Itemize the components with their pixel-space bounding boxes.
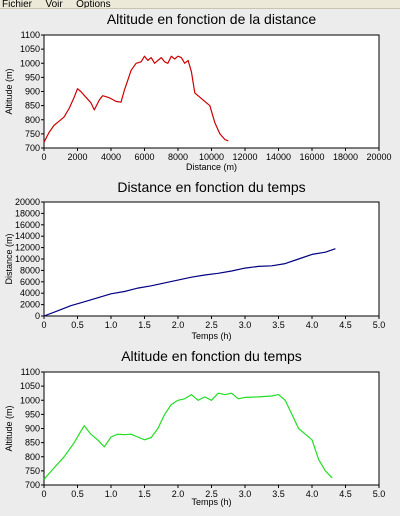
altdist-xtick-label: 0 [41, 152, 47, 162]
disttime-xtick-label: 1.0 [104, 320, 118, 330]
disttime-ytick-label: 18000 [14, 208, 40, 219]
disttime-ytick-label: 6000 [19, 276, 40, 287]
distance-time-chart [0, 175, 400, 343]
menu-fichier[interactable]: Fichier [2, 0, 33, 9]
altitude-time-chart [0, 345, 400, 509]
alttime-xlabel: Temps (h) [191, 497, 232, 507]
alttime-ytick-label: 800 [24, 451, 40, 462]
altdist-ytick-label: 1100 [20, 30, 40, 40]
alttime-xtick-label: 1.5 [138, 489, 151, 499]
altdist-ytick-label: 700 [24, 143, 40, 153]
disttime-xtick-label: 0.5 [71, 320, 84, 330]
alttime-xtick-label: 5.0 [372, 489, 386, 499]
alttime-ytick-label: 950 [24, 409, 40, 420]
disttime-ytick-label: 10000 [14, 254, 40, 264]
disttime-xtick-label: 4.0 [305, 320, 319, 330]
altdist-ytick-label: 1000 [19, 58, 40, 69]
altdist-xtick-label: 12000 [232, 152, 258, 162]
alttime-xtick-label: 2.5 [205, 489, 218, 499]
altdist-xtick-label: 18000 [332, 152, 359, 162]
menu-voir[interactable]: Voir [45, 0, 63, 9]
disttime-xtick-label: 2.5 [205, 320, 218, 330]
disttime-ytick-label: 0 [34, 311, 40, 321]
alttime-ytick-label: 700 [24, 480, 40, 490]
disttime-ytick-label: 20000 [14, 197, 40, 207]
alttime-xtick-label: 4.0 [305, 489, 319, 499]
altdist-title: Altitude en fonction de la distance [106, 11, 317, 27]
alttime-xtick-label: 0 [41, 489, 47, 499]
disttime-xtick-label: 2.0 [171, 320, 185, 330]
altdist-plot-area [44, 35, 379, 148]
disttime-ytick-label: 8000 [19, 265, 40, 276]
alttime-ytick-label: 850 [24, 437, 40, 448]
altdist-xtick-label: 6000 [134, 152, 155, 162]
altdist-ytick-label: 800 [24, 114, 40, 125]
disttime-xtick-label: 5.0 [372, 320, 386, 330]
menu-options[interactable]: Options [76, 0, 111, 9]
disttime-xtick-label: 4.5 [339, 320, 352, 330]
disttime-ytick-label: 16000 [14, 219, 40, 230]
alttime-ytick-label: 1050 [19, 381, 40, 392]
altdist-ytick-label: 1050 [19, 44, 40, 55]
alttime-xtick-label: 0.5 [71, 489, 84, 499]
altdist-xtick-label: 8000 [167, 152, 189, 162]
alttime-plot-area [44, 372, 379, 485]
alttime-xtick-label: 3.0 [238, 489, 252, 499]
alttime-xtick-label: 3.5 [272, 489, 285, 499]
disttime-ytick-label: 4000 [19, 288, 40, 299]
altdist-xtick-label: 2000 [67, 152, 88, 162]
alttime-ytick-label: 750 [24, 465, 40, 476]
alttime-title: Altitude en fonction du temps [121, 348, 302, 364]
altdist-xlabel: Distance (m) [185, 162, 238, 172]
altdist-ytick-label: 900 [24, 86, 40, 97]
altdist-xtick-label: 16000 [299, 152, 325, 162]
altdist-xtick-label: 4000 [100, 152, 122, 162]
disttime-ylabel: Distance (m) [4, 233, 14, 285]
alttime-xtick-label: 2.0 [171, 489, 185, 499]
disttime-xlabel: Temps (h) [191, 331, 232, 341]
alttime-xtick-label: 1.0 [104, 489, 118, 499]
disttime-ytick-label: 14000 [14, 231, 40, 242]
alttime-ylabel: Altitude (m) [4, 405, 14, 452]
altdist-ytick-label: 850 [24, 100, 40, 111]
disttime-ytick-label: 12000 [14, 242, 40, 253]
disttime-xtick-label: 3.0 [238, 320, 252, 330]
altdist-xtick-label: 20000 [366, 152, 392, 162]
disttime-ytick-label: 2000 [19, 299, 40, 310]
altdist-ytick-label: 950 [24, 72, 40, 83]
alttime-ytick-label: 900 [24, 423, 40, 434]
altdist-xtick-label: 10000 [198, 152, 225, 162]
altdist-xtick-label: 14000 [265, 152, 292, 162]
alttime-xtick-label: 4.5 [339, 489, 352, 499]
disttime-title: Distance en fonction du temps [117, 179, 306, 195]
altdist-ylabel: Altitude (m) [4, 68, 14, 115]
alttime-ytick-label: 1000 [19, 395, 40, 406]
altitude-distance-chart [0, 8, 400, 172]
alttime-ytick-label: 1100 [20, 367, 40, 377]
altdist-ytick-label: 750 [24, 128, 40, 139]
disttime-xtick-label: 0 [41, 320, 47, 330]
disttime-xtick-label: 3.5 [272, 320, 285, 330]
disttime-xtick-label: 1.5 [138, 320, 151, 330]
